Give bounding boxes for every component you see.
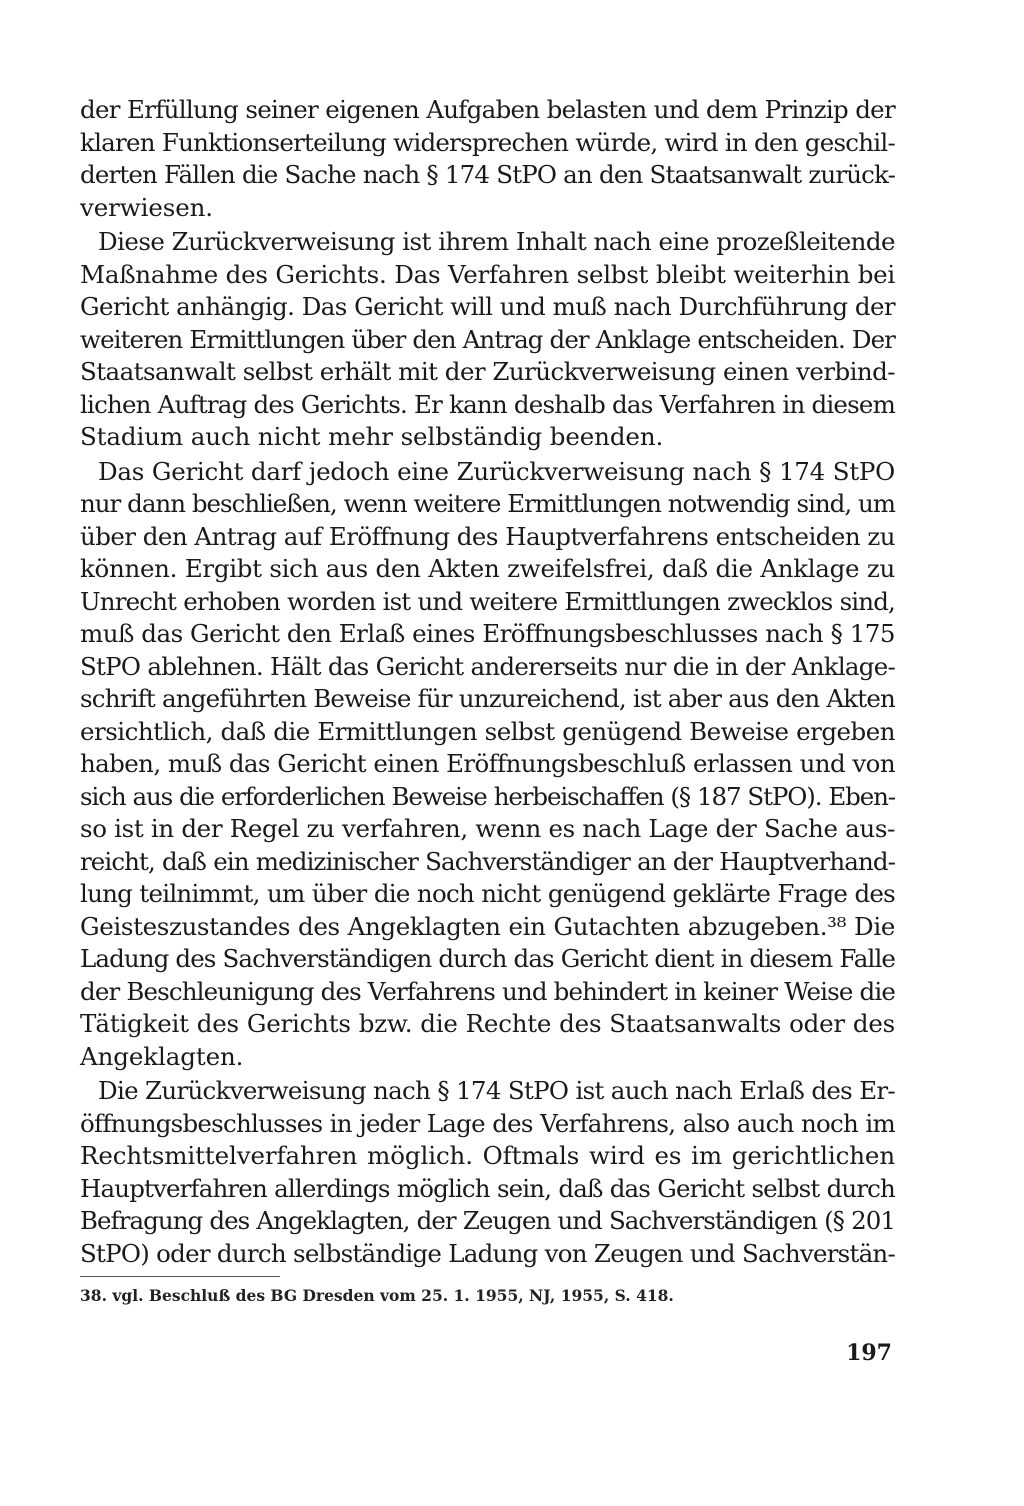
text-line: StPO) oder durch selbständige Ladung von Zeugen und Sachverstän- <box>80 1238 895 1268</box>
body-text <box>80 94 895 1272</box>
text-line: sich aus die erforderlichen Beweise herbeischaffen (§ 187 StPO). Eben- <box>80 781 895 811</box>
text-line: verwiesen. <box>80 192 213 222</box>
text-line: Die Zurückverweisung nach § 174 StPO ist auch nach Erlaß des Er- <box>98 1076 895 1105</box>
text-line: StPO ablehnen. Hält das Gericht andererseits nur die in der Anklage- <box>80 651 895 681</box>
text-line: öffnungsbeschlusses in jeder Lage des Verfahrens, also auch noch im <box>80 1108 895 1138</box>
text-line: Hauptverfahren allerdings möglich sein, daß das Gericht selbst durch <box>80 1173 895 1203</box>
text-line: lichen Auftrag des Gerichts. Er kann deshalb das Verfahren in diesem <box>80 389 895 419</box>
paragraph-1 <box>80 94 895 224</box>
text-line: Ladung des Sachverständigen durch das Gericht dient in diesem Falle <box>80 944 895 973</box>
text-line: reicht, daß ein medizinischer Sachverständiger an der Hauptverhand- <box>80 846 895 876</box>
text-line: Diese Zurückverweisung ist ihrem Inhalt nach eine prozeßleitende <box>98 227 895 256</box>
paragraph-3 <box>80 456 895 1074</box>
text-line: klaren Funktionserteilung widersprechen würde, wird in den geschil- <box>80 127 895 157</box>
text-line: Befragung des Angeklagten, der Zeugen und Sachverständigen (§ 201 <box>80 1206 895 1235</box>
text-line: weiteren Ermittlungen über den Antrag der Anklage entscheiden. Der <box>80 324 895 354</box>
text-line: Unrecht erhoben worden ist und weitere Ermittlungen zwecklos sind, <box>80 586 895 616</box>
text-line: der Beschleunigung des Verfahrens und behindert in keiner Weise die <box>80 976 895 1006</box>
text-line: Tätigkeit des Gerichts bzw. die Rechte des Staatsanwalts oder des <box>80 1009 895 1038</box>
text-line: nur dann beschließen, wenn weitere Ermittlungen notwendig sind, um <box>80 489 895 518</box>
text-line: Das Gericht darf jedoch eine Zurückverweisung nach § 174 StPO <box>98 456 895 486</box>
text-line: Stadium auch nicht mehr selbständig beenden. <box>80 422 664 451</box>
text-line: derten Fällen die Sache nach § 174 StPO an den Staatsanwalt zurück- <box>80 160 895 189</box>
text-line: Staatsanwalt selbst erhält mit der Zurückverweisung einen verbind- <box>80 357 895 386</box>
text-line: über den Antrag auf Eröffnung des Hauptverfahrens entscheiden zu <box>80 521 895 551</box>
text-line: der Erfüllung seiner eigenen Aufgaben belasten und dem Prinzip der <box>80 95 895 124</box>
text-line: Angeklagten. <box>80 1041 244 1071</box>
page-number: 197 <box>846 1340 892 1366</box>
text-line: so ist in der Regel zu verfahren, wenn es nach Lage der Sache aus- <box>80 814 895 843</box>
text-line: Rechtsmittelverfahren möglich. Oftmals wird es im gerichtlichen <box>80 1141 895 1170</box>
paragraph-4 <box>80 1075 895 1270</box>
text-line: ersichtlich, daß die Ermittlungen selbst genügend Beweise ergeben <box>80 716 895 746</box>
paragraph-2 <box>80 226 895 454</box>
text-line: muß das Gericht den Erlaß eines Eröffnungsbeschlusses nach § 175 <box>80 619 895 648</box>
text-line: haben, muß das Gericht einen Eröffnungsbeschluß erlassen und von <box>80 749 895 778</box>
text-line: Gericht anhängig. Das Gericht will und muß nach Durchführung der <box>80 292 895 321</box>
footnote-divider <box>80 1276 280 1277</box>
text-line: Maßnahme des Gerichts. Das Verfahren selbst bleibt weiterhin bei <box>80 259 895 289</box>
text-line: schrift angeführten Beweise für unzureichend, ist aber aus den Akten <box>80 684 895 713</box>
text-line: lung teilnimmt, um über die noch nicht genügend geklärte Frage des <box>80 879 895 908</box>
footnote: 38. vgl. Beschluß des BG Dresden vom 25. 1. 1955, NJ, 1955, S. 418. <box>80 1286 674 1305</box>
text-line: Geisteszustandes des Angeklagten ein Gutachten abzugeben.³⁸ Die <box>80 911 895 941</box>
text-line: können. Ergibt sich aus den Akten zweifelsfrei, daß die Anklage zu <box>80 554 895 583</box>
